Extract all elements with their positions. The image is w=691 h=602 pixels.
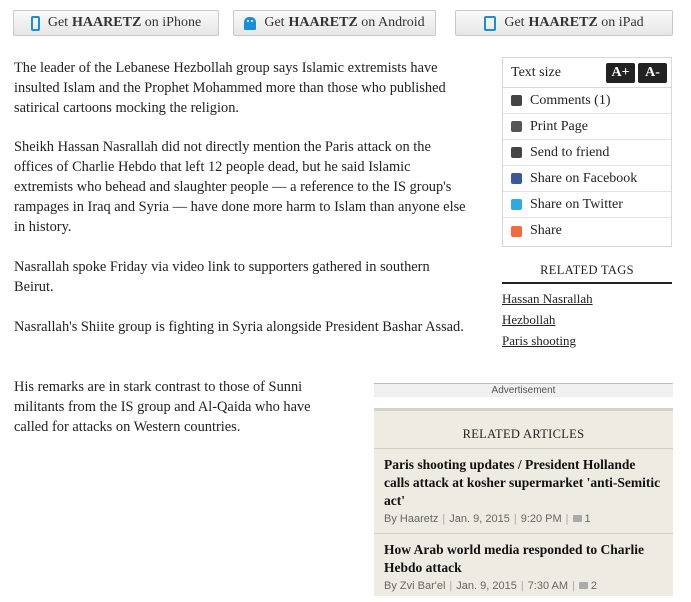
iphone-btn-suffix: on iPhone: [144, 15, 202, 30]
article-time: 7:30 AM: [527, 580, 569, 592]
share-twitter-link[interactable]: [503, 192, 671, 218]
article-author: By Haaretz: [384, 513, 439, 525]
iphone-btn-brand: HAARETZ: [72, 15, 142, 30]
related-article: [374, 533, 673, 600]
twitter-label: Share on Twitter: [530, 196, 623, 212]
decrease-text-button[interactable]: A-: [638, 63, 667, 83]
advertisement-label: Advertisement: [374, 383, 673, 397]
related-article: [374, 449, 673, 533]
comments-link[interactable]: [503, 88, 671, 114]
comment-icon: [579, 582, 588, 589]
article-date: Jan. 9, 2015: [449, 513, 510, 525]
related-article-meta: By Haaretz | Jan. 9, 2015 | 9:20 PM | 1: [384, 513, 591, 525]
tag-link-hassan-nasrallah[interactable]: Hassan Nasrallah: [502, 291, 593, 306]
article-date: Jan. 9, 2015: [456, 580, 517, 592]
article-paragraph-3: Nasrallah spoke Friday via video link to supporters gathered in southern Beirut.: [14, 259, 430, 295]
tag-link-hezbollah[interactable]: Hezbollah: [502, 312, 556, 327]
comment-icon: [573, 515, 582, 522]
related-article-meta: By Zvi Bar'el | Jan. 9, 2015 | 7:30 AM | 2: [384, 580, 598, 592]
related-tags-heading: RELATED TAGS: [502, 257, 672, 284]
facebook-label: Share on Facebook: [530, 170, 638, 186]
related-article-headline[interactable]: Paris shooting updates / President Hollande calls attack at kosher supermarket 'anti-Semitic act': [384, 457, 661, 508]
ipad-icon: [484, 16, 496, 31]
android-icon: [244, 17, 256, 30]
related-articles-heading: RELATED ARTICLES: [374, 411, 673, 449]
print-label: Print Page: [530, 118, 588, 134]
mail-icon: [511, 147, 522, 158]
android-btn-prefix: Get: [264, 15, 285, 30]
article-paragraph-4: Nasrallah's Shiite group is fighting in Syria alongside President Bashar Assad.: [14, 319, 464, 335]
related-article-headline[interactable]: How Arab world media responded to Charlie Hebdo attack: [384, 542, 645, 575]
article-paragraph-1: The leader of the Lebanese Hezbollah group says Islamic extremists have insulted Islam and the Prophet Mohammed more than those who published satirical cartoons mocking the religion.: [14, 60, 446, 116]
send-label: Send to friend: [530, 144, 610, 160]
increase-text-button[interactable]: A+: [606, 63, 635, 83]
print-page-link[interactable]: [503, 114, 671, 140]
facebook-icon: [511, 173, 522, 184]
share-label: Share: [530, 223, 562, 238]
article-tools-box: [502, 57, 672, 247]
comment-count-link[interactable]: [579, 580, 597, 592]
send-to-friend-link[interactable]: [503, 140, 671, 166]
article-paragraph-2: Sheikh Hassan Nasrallah did not directly mention the Paris attack on the offices of Charlie Hebdo that left 12 people dead, but he said Islamic extremists who behead and slaughter people — a reference to the IS group's rampages in Iraq and Syria — have done more harm to Islam than anyone else in history.: [14, 139, 466, 235]
ipad-btn-brand: HAARETZ: [528, 15, 598, 30]
print-icon: [511, 121, 522, 132]
comment-count-link[interactable]: [573, 513, 591, 525]
get-haaretz-android-button[interactable]: [233, 10, 436, 36]
share-icon: [511, 226, 522, 237]
get-haaretz-iphone-button[interactable]: [13, 10, 219, 36]
comment-count: 2: [590, 580, 598, 592]
android-btn-brand: HAARETZ: [288, 15, 358, 30]
get-haaretz-ipad-button[interactable]: [455, 10, 673, 36]
text-size-controls: [606, 63, 667, 83]
tag-link-paris-shooting[interactable]: Paris shooting: [502, 333, 577, 348]
article-time: 9:20 PM: [520, 513, 562, 525]
article-paragraph-5: His remarks are in stark contrast to those of Sunni militants from the IS group and Al-Qaida who have called for attacks on Western countries.: [14, 379, 311, 435]
article-author: By Zvi Bar'el: [384, 580, 446, 592]
ipad-btn-suffix: on iPad: [601, 15, 644, 30]
comment-count: 1: [584, 513, 591, 525]
text-size-label: Text size: [511, 64, 561, 80]
comments-label: Comments (1): [530, 92, 611, 108]
text-size-row: [503, 58, 671, 88]
comment-icon: [511, 95, 522, 106]
ipad-btn-prefix: Get: [504, 15, 525, 30]
iphone-btn-prefix: Get: [47, 15, 69, 30]
twitter-icon: [511, 199, 522, 210]
android-btn-suffix: on Android: [361, 15, 425, 30]
iphone-icon: [31, 16, 40, 31]
share-facebook-link[interactable]: [503, 166, 671, 192]
related-articles-box: [374, 408, 673, 596]
share-link[interactable]: [503, 218, 671, 244]
